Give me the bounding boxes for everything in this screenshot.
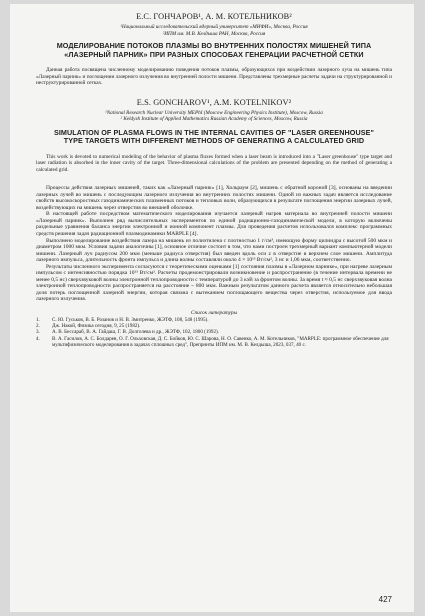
references-list: [36, 317, 392, 348]
title-en: SIMULATION OF PLASMA FLOWS IN THE INTERNAL CAVITIES OF "LASER GREENHOUSE" TYPE TARGETS WITH DIFFERENT METHODS OF GENERATING A CALCULATED GRID: [53, 127, 375, 146]
affiliation-ru-2: ²ИПМ им. М.В. Келдыша РАН, Москва, Россия: [162, 30, 266, 37]
body-text: [36, 185, 392, 303]
reference-item: 4. В. А. Гасилов, А. С. Болдарев, О. Г. Ольховская, Д. С. Бойков, Ю. С. Шарова, Н. О. Савенко, А. М. Котельников, "MARPLE: программное обеспечение для мультифизического моделирования в задачах сплошных сред", Препринты ИПМ им. М. В. Келдыша, 2023, 037, 40 с.: [36, 335, 389, 348]
body-paragraph-1: Процессы действия лазерных мишеней, таких как «Лазерный парник» [1], Хольраум [2], мишень с обратной короной [3], основаны на введении лазерных лучей во мишень с последующим лазерного излучения во внутренних полостях мишени. Одной из важных задач является исследование свойств высокоскоростных газодинамических плазменных потоков и тепловых волн, образующихся в результате поглощения энергии лазерных лучей, воздействующих на мишень через отверстия во внешней оболочке.: [36, 185, 392, 211]
paper-page: [10, 4, 414, 612]
affiliation-en-2: ² Keldysh Institute of Applied Mathematics Russian Academy of Sciences, Moscow, Russia: [120, 116, 308, 123]
title-ru: МОДЕЛИРОВАНИЕ ПОТОКОВ ПЛАЗМЫ ВО ВНУТРЕННИХ ПОЛОСТЯХ МИШЕНЕЙ ТИПА «ЛАЗЕРНЫЙ ПАРНИК» ПРИ РАЗНЫХ СПОСОБАХ ГЕНЕРАЦИИ РАСЧЕТНОЙ СЕТКИ: [56, 41, 372, 59]
reference-item: 3. А. В. Бессараб, В. А. Гайдаш, Г. В. Долголева и др., ЖЭТФ, 102, 1800 (1992).: [36, 329, 220, 336]
reference-item: 1. С. Ю. Гуськов, В. Б. Розанов и Н. В. Змитренко, ЖЭТФ, 108, 548 (1995).: [36, 317, 209, 324]
affiliation-ru-1: ¹Национальный исследовательский ядерный университет «МИФИ», Москва, Россия: [120, 24, 308, 30]
body-paragraph-3: Выполнено моделирование воздействия лазера на мишень из полиэтилена с плотностью 1 г/см³, имеющую форму цилиндра с высотой 500 мкм и диаметром 1000 мкм. Условия задачи аналогичны [1], основное отличие состоит в том, что нами построен трехмерный вариант компьютерной модели мишени. Лазерный луч радиусом 200 мкм (меньше радиуса отверстия) был введен вдоль оси z в отверстие в верхнем слое мишени. Амплитуда лазерного импульса, длительность фронта импульса и длина волны составляли около 4 × 10¹³ Вт/см², 3 нс и 1,06 мкм, соответственно.: [36, 237, 392, 264]
authors-en: E.S. GONCHAROV¹, A.M. KOTELNIKOV²: [136, 97, 292, 107]
body-paragraph-4: Результаты численного эксперимента согласуются с теоретическими оценками [1] состояния плазмы в «Лазерном парнике», при нагреве лазерным импульсом с интенсивностью порядка 10¹³ Вт/см². Расчеты продемонстрировали возникновение и распространение (в течение интервала времени не менее 0,5 нс) сверхзвуковой волны электронной теплопроводности с температурой до 3 кэВ за фронтом волны. За время t ≈ 0,5 нс сверхзвуковая волна электронной теплопроводности распространяется на расстояние ~ 800 мкм. Важным результатом данного расчета является относительно небольшая доля потерь поглощенной лазерной энергии, которая связана с вытеканием поглощающего вещества через отверстия, используемое для ввода лазерного излучения.: [36, 263, 392, 303]
affiliation-en-1: ¹National Research Nuclear University MEPhI (Moscow Engineering Physics Institute), Moscow, Russia: [105, 109, 323, 116]
authors-ru: Е.С. ГОНЧАРОВ¹, А. М. КОТЕЛЬНИКОВ²: [136, 12, 292, 21]
body-paragraph-2: В настоящей работе посредством математического моделирования изучается лазерный нагрев материала во внутренней полости мишени «Лазерный парник». Выполнен ряд вычислительных экспериментов по единой радиационно-газодинамической модели, в которую включены раздельные уравнения баланса энергии электронной и ионной компонент плазмы. Для проведения расчетов использовался комплекс программных средств решения задач радиационной плазмодинамики MARPLE [4].: [36, 211, 392, 238]
page-content: [36, 12, 392, 348]
reference-item: 2. Дж. Накой, Физика сегодня, 9, 25 (1982).: [36, 323, 141, 330]
page-number: 427: [378, 595, 392, 604]
abstract-ru: Данная работа посвящена численному моделированию поведения потоков плазмы, образующихся при воздействии лазерного луча на мишень типа «Лазерный парник» и поглощении лазерного излучения во внутренней полости мишени. Представлены трехмерные расчеты задачи на структурированной и неструктурированной сетках.: [36, 67, 392, 87]
references-title: Список литературы: [190, 310, 238, 317]
abstract-en: This work is devoted to numerical modeling of the behavior of plasma fluxes formed when a laser beam is introduced into a "Laser greenhouse" type target and laser radiation is absorbed in the inner cavity of the target. Three-dimensional calculations of the problem are presented depending on the method of generating a calculated grid.: [36, 153, 392, 173]
